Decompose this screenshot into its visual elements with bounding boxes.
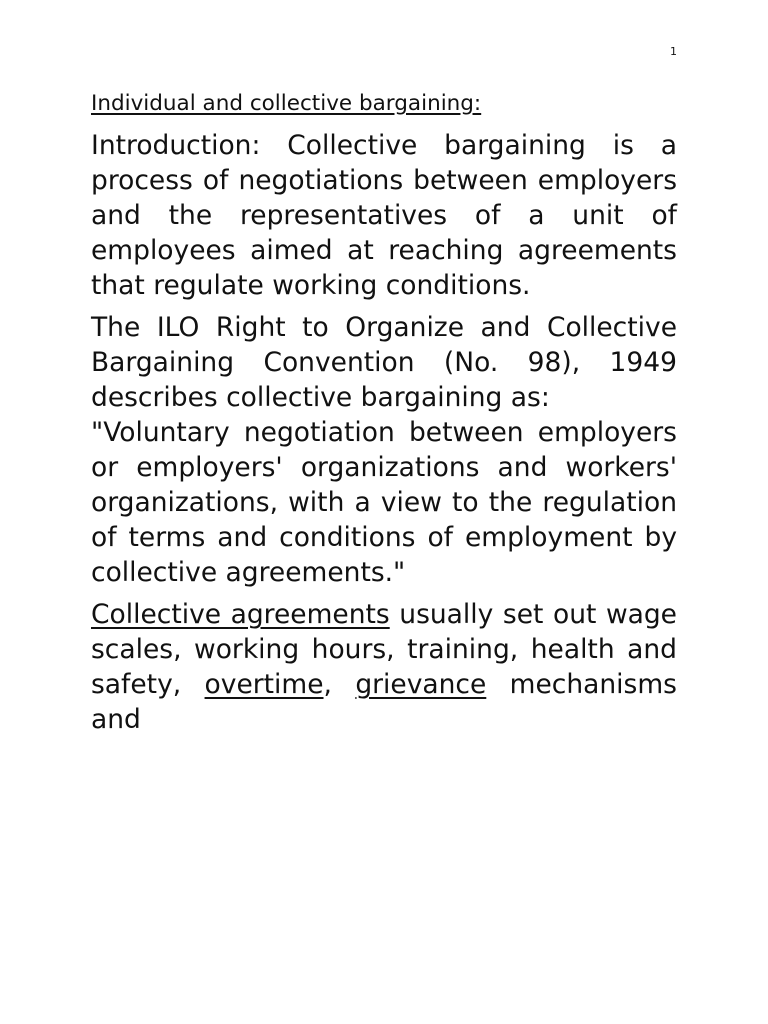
agreements-paragraph (91, 597, 677, 737)
page-number: 1 (670, 45, 677, 58)
overtime-link[interactable]: overtime (204, 669, 324, 700)
document-body (91, 88, 677, 737)
agreements-text-3: mechanisms and (91, 669, 677, 735)
collective-agreements-link[interactable]: Collective agreements (91, 599, 390, 630)
agreements-text-2: , (323, 669, 356, 700)
document-title: Individual and collective bargaining: (91, 91, 482, 116)
agreements-text-1: usually set out wage scales, working hours, training, health and safety, (91, 599, 677, 700)
ilo-paragraph: The ILO Right to Organize and Collective Bargaining Convention (No. 98), 1949 describes collective bargaining as: (91, 312, 677, 413)
quote-paragraph: "Voluntary negotiation between employers or employers' organizations and workers' organizations, with a view to the regulation of terms and conditions of employment by collective agreements." (91, 417, 677, 588)
grievance-link[interactable]: grievance (355, 669, 487, 700)
intro-paragraph: Introduction: Collective bargaining is a process of negotiations between employers and the representatives of a unit of employees aimed at reaching agreements that regulate working conditions. (91, 130, 677, 301)
